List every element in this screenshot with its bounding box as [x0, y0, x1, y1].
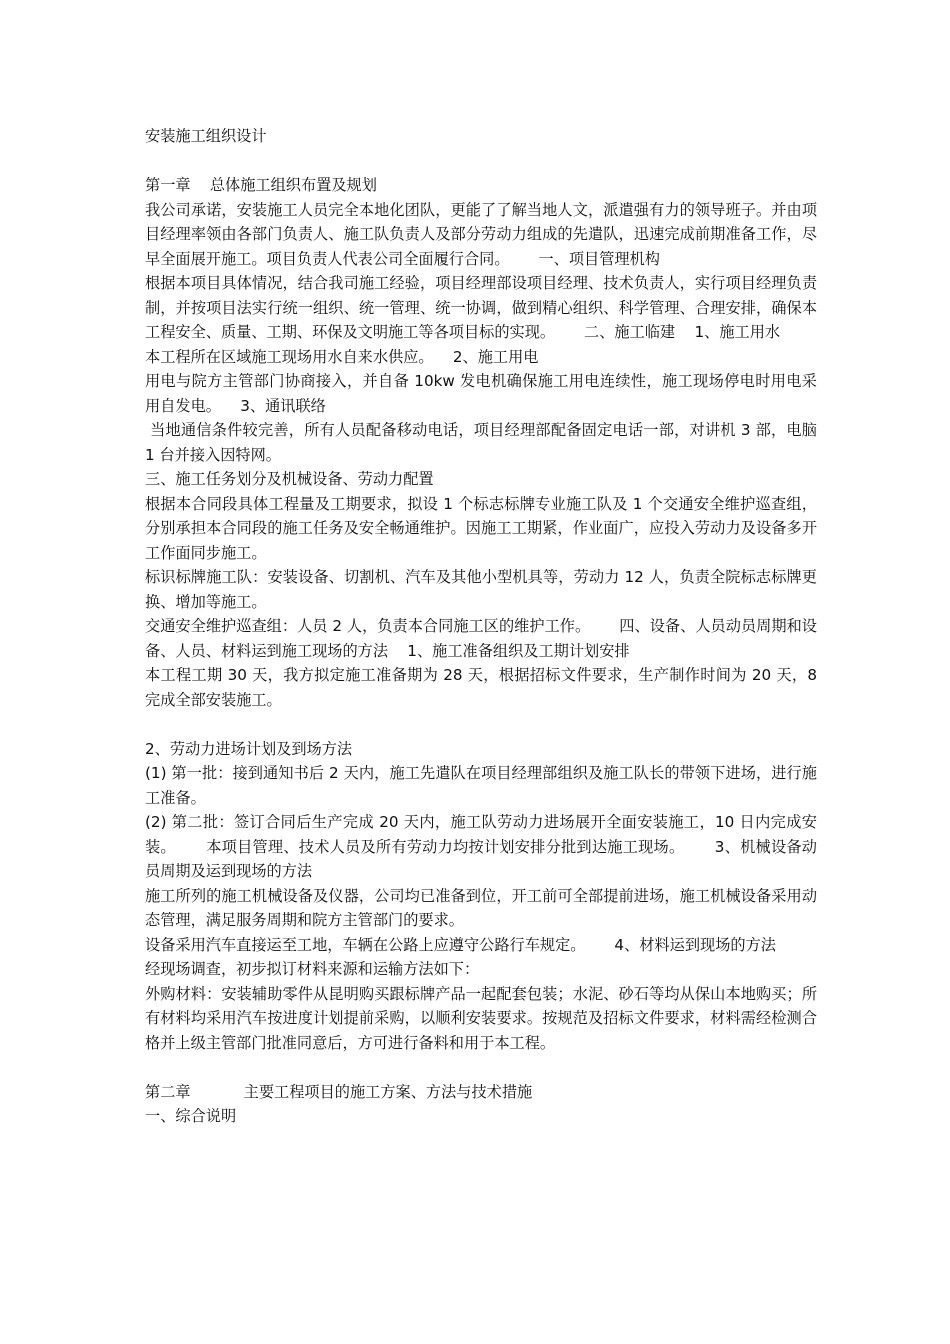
paragraph: 用电与院方主管部门协商接入，并自备 10kw 发电机确保施工用电连续性，施工现场停电时用电采用自发电。 3、通讯联络: [145, 372, 817, 415]
paragraph: 施工所列的施工机械设备及仪器，公司均已准备到位，开工前可全部提前进场，施工机械设备采用动态管理，满足服务周期和院方主管部门的要求。: [145, 886, 817, 929]
paragraph: 交通安全维护巡查组：人员 2 人，负责本合同施工区的维护工作。 四、设备、人员动员周期和设备、人员、材料运到施工现场的方法 1、施工准备组织及工期计划安排: [145, 617, 817, 660]
paragraph: 设备采用汽车直接运至工地，车辆在公路上应遵守公路行车规定。 4、材料运到现场的方法: [145, 935, 776, 954]
blank-line: [145, 149, 817, 174]
paragraph: 标识标牌施工队：安装设备、切割机、汽车及其他小型机具等，劳动力 12 人，负责全院标志标牌更换、增加等施工。: [145, 568, 817, 611]
paragraph: 本工程工期 30 天，我方拟定施工准备期为 28 天，根据招标文件要求，生产制作时间为 20 天，8 完成全部安装施工。: [145, 666, 822, 709]
paragraph: 根据本合同段具体工程量及工期要求，拟设 1 个标志标牌专业施工队及 1 个交通安全维护巡查组，分别承担本合同段的施工任务及安全畅通维护。因施工工期紧，作业面广，应投入劳动力及设备多开工作面同步施工。: [145, 494, 817, 562]
paragraph: (1) 第一批：接到通知书后 2 天内，施工先遣队在项目经理部组织及施工队长的带领下进场，进行施工准备。: [145, 764, 817, 807]
paragraph: 外购材料：安装辅助零件从昆明购买跟标牌产品一起配套包装；水泥、砂石等均从保山本地购买；所有材料均采用汽车按进度计划提前采购，以顺利安装要求。按规范及招标文件要求，材料需经检测合格并上级主管部门批准同意后，方可进行备料和用于本工程。: [145, 984, 817, 1052]
paragraph: 我公司承诺，安装施工人员完全本地化团队，更能了了解当地人文，派遣强有力的领导班子。并由项目经理率领由各部门负责人、施工队负责人及部分劳动力组成的先遣队，迅速完成前期准备工作，尽早全面展开施工。项目负责人代表公司全面履行合同。 一、项目管理机构: [145, 200, 817, 268]
document-title: 安装施工组织设计: [145, 127, 267, 145]
section-heading: 三、施工任务划分及机械设备、劳动力配置: [145, 470, 434, 488]
paragraph: 本工程所在区域施工现场用水自来水供应。 2、施工用电: [145, 347, 539, 366]
chapter-heading: 第二章 主要工程项目的施工方案、方法与技术措施: [145, 1082, 533, 1101]
section-heading: 2、劳动力进场计划及到场方法: [145, 739, 353, 758]
blank-line: [145, 712, 817, 737]
paragraph: 经现场调查，初步拟订材料来源和运输方法如下：: [145, 960, 480, 978]
blank-line: [145, 1055, 817, 1080]
paragraph: (2) 第二批：签订合同后生产完成 20 天内，施工队劳动力进场展开全面安装施工，10 日内完成安装。 本项目管理、技术人员及所有劳动力均按计划安排分批到达施工现场。 3、机械设备动员周期及运到现场的方法: [145, 813, 817, 880]
chapter-heading: 第一章 总体施工组织布置及规划: [145, 176, 377, 194]
paragraph: 当地通信条件较完善，所有人员配备移动电话，项目经理部配备固定电话一部，对讲机 3 部，电脑 1 台并接入因特网。: [145, 421, 822, 464]
paragraph: 根据本项目具体情况，结合我司施工经验，项目经理部设项目经理、技术负责人，实行项目经理负责制，并按项目法实行统一组织、统一管理、统一协调，做到精心组织、科学管理、合理安排，确保本工程安全、质量、工期、环保及文明施工等各项目标的实现。 二、施工临建 1、施工用水: [145, 274, 817, 341]
section-heading: 一、综合说明: [145, 1107, 237, 1125]
document-page: [145, 124, 822, 1129]
